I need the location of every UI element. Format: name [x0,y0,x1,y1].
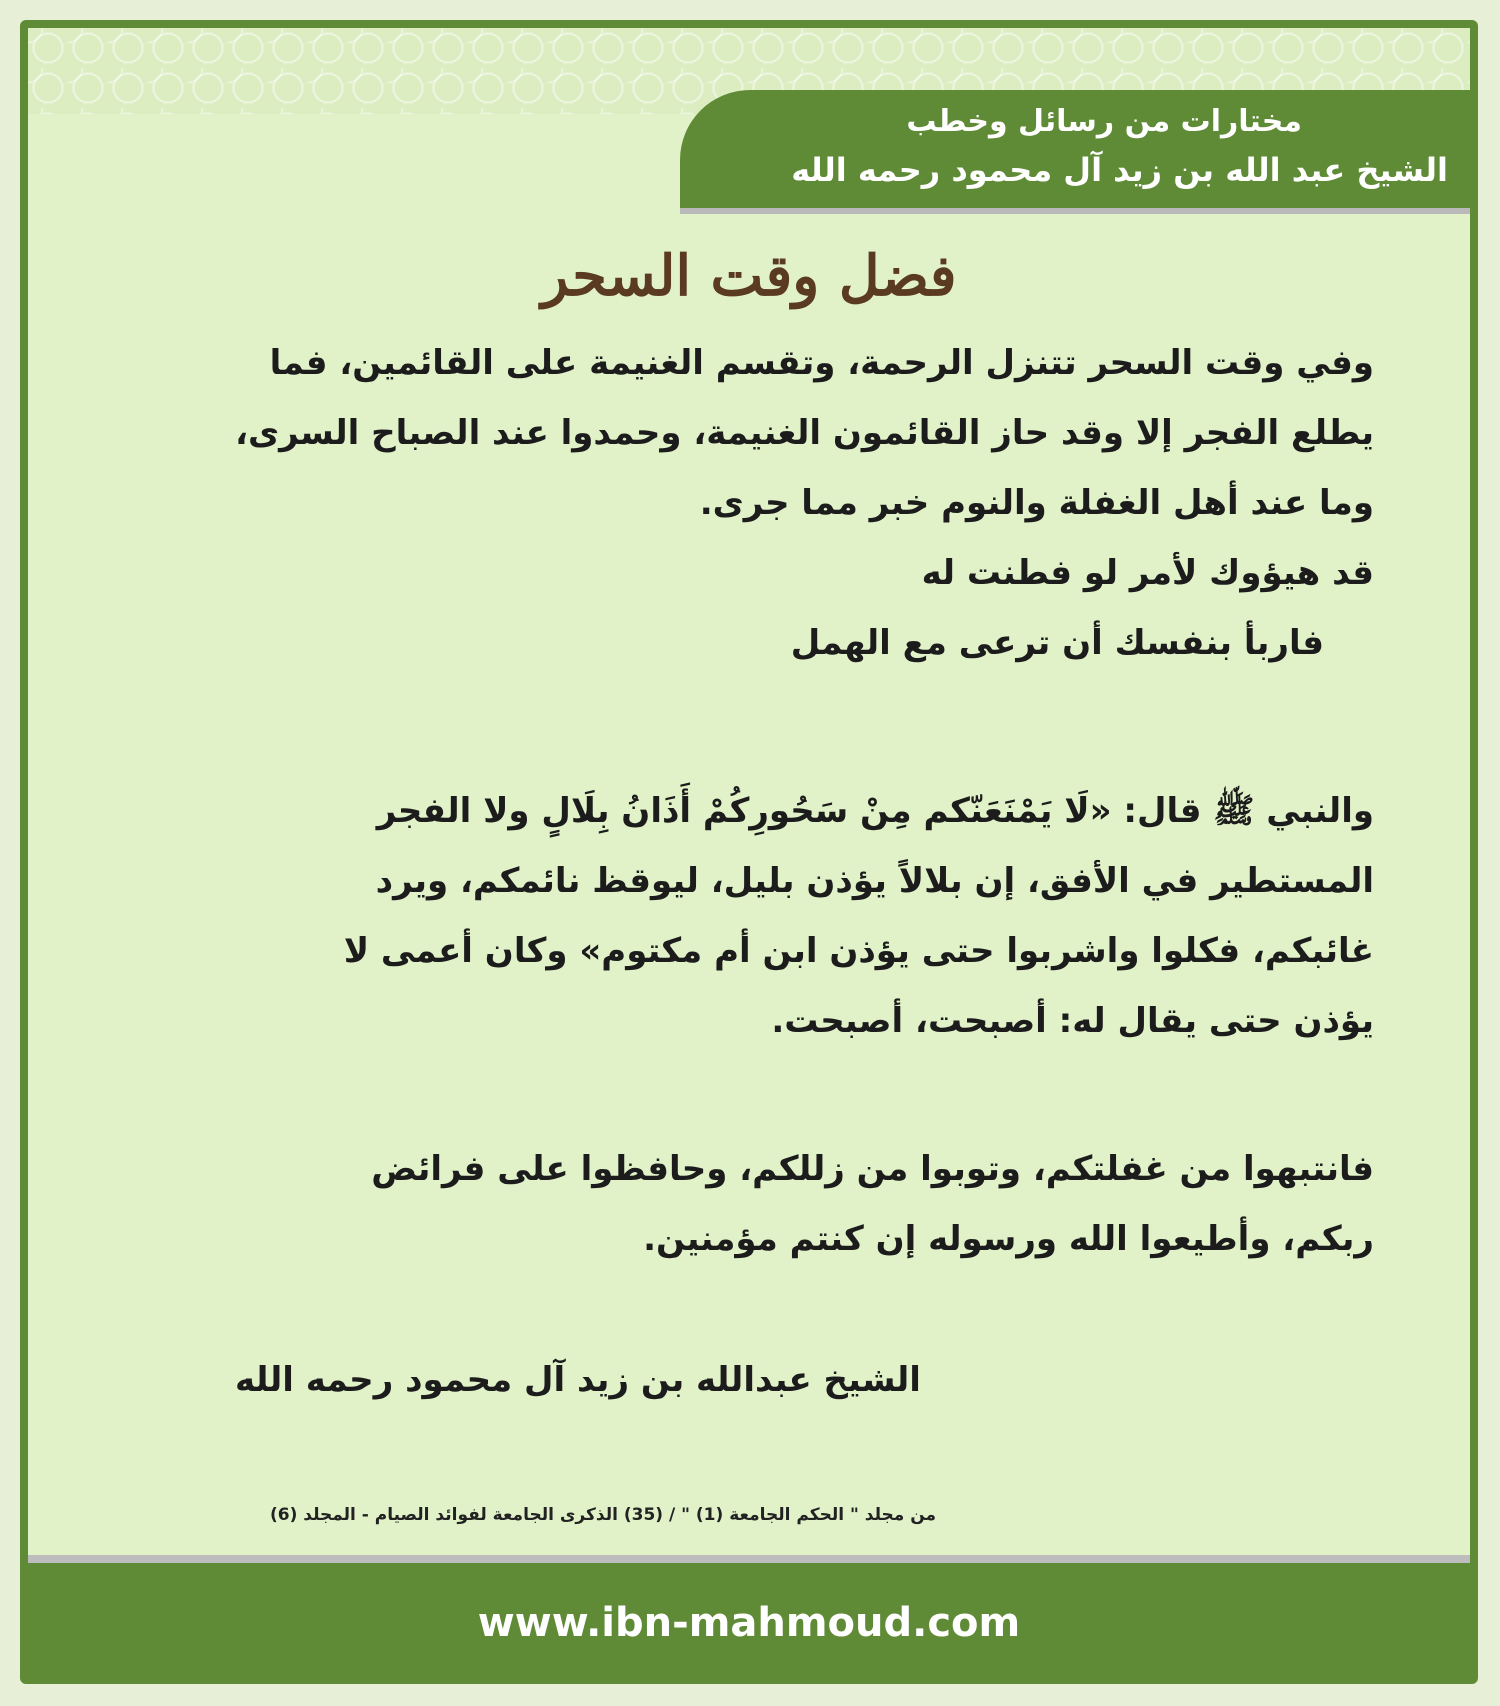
website-link[interactable]: www.ibn-mahmoud.com [477,1600,1021,1646]
text-line: فانتبهوا من غفلتكم، وتوبوا من زللكم، وحافظوا على فرائض [371,1149,1374,1189]
footer-bar [28,1563,1470,1676]
text-line: غائبكم، فكلوا واشربوا حتى يؤذن ابن أم مكتوم» وكان أعمى لا [343,931,1374,971]
text-line: المستطير في الأفق، إن بلالاً يؤذن بليل، ليوقظ نائمكم، ويرد [375,861,1374,901]
header-author: الشيخ عبد الله بن زيد آل محمود رحمه الله [791,151,1448,189]
text-line: وفي وقت السحر تتنزل الرحمة، وتقسم الغنيمة على القائمين، فما [269,343,1374,383]
text-line: يطلع الفجر إلا وقد حاز القائمون الغنيمة، وحمدوا عند الصباح السرى، [235,413,1374,453]
verse-line-2: فاربأ بنفسك أن ترعى مع الهمل [790,623,1324,663]
text-line: ربكم، وأطيعوا الله ورسوله إن كنتم مؤمنين. [643,1219,1374,1259]
card-frame [20,20,1478,1684]
page-title: فضل وقت السحر [541,243,957,309]
footer-divider [28,1555,1470,1563]
verse-line-1: قد هيؤوك لأمر لو فطنت له [921,553,1374,593]
paragraph-exhortation [371,1134,1374,1274]
text-line: يؤذن حتى يقال له: أصبحت، أصبحت. [771,1001,1374,1041]
text-line: والنبي ﷺ قال: «لَا يَمْنَعَنّكم مِنْ سَحُورِكُمْ أَذَانُ بِلَالٍ ولا الفجر [376,791,1374,831]
source-citation: من مجلد " الحكم الجامعة (1) " / (35) الذكرى الجامعة لفوائد الصيام - المجلد (6) [269,1505,937,1525]
paragraph-hadith [344,776,1374,1056]
paragraph-intro [235,328,1374,678]
header-subtitle: مختارات من رسائل وخطب [906,104,1302,139]
text-line: وما عند أهل الغفلة والنوم خبر مما جرى. [699,483,1374,523]
header-band [680,90,1470,208]
author-signature: الشيخ عبدالله بن زيد آل محمود رحمه الله [235,1360,921,1400]
